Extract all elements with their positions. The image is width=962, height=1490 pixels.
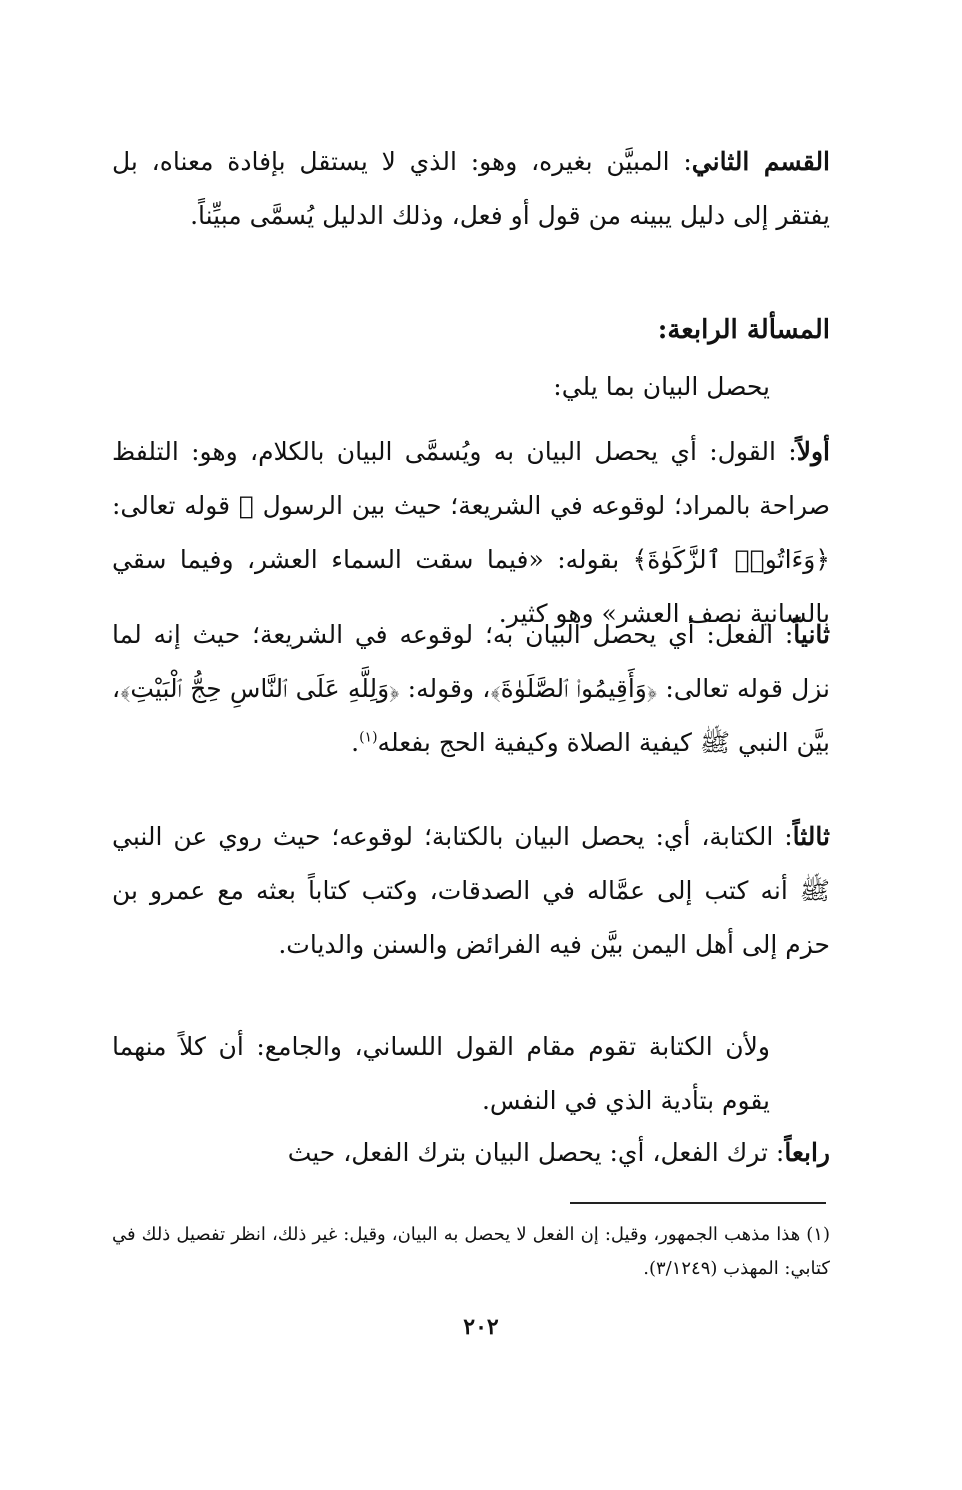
first-text: : القول: أي يحصل البيان به ويُسمَّى البيان بالكلام، وهو: التلفظ صراحة بالمراد؛ لوقوعه في الشريعة؛ حيث بين الرسول ﷺ قوله تعالى: ﴿وَءَاتُوا۟ ٱلزَّكَوٰةَ﴾ بقوله: «فيما سقت السماء العشر، وفيما سقي بالسانية نصف العشر» وهو كثير. bbox=[112, 437, 830, 628]
issue-four-heading bbox=[112, 303, 830, 357]
paragraph-third bbox=[112, 810, 830, 972]
footnote-separator bbox=[570, 1202, 826, 1204]
third-text: : الكتابة، أي: يحصل البيان بالكتابة؛ لوقوعه؛ حيث روي عن النبي ﷺ أنه كتب إلى عمَّاله في الصدقات، وكتب كتاباً بعثه مع عمرو بن حزم إلى أهل اليمن بيَّن فيه الفرائض والسنن والديات. bbox=[112, 822, 830, 959]
section-two-text: : المبيَّن بغيره، وهو: الذي لا يستقل بإفادة معناه، بل يفتقر إلى دليل يبينه من قول أو فعل، وذلك الدليل يُسمَّى مبيِّناً. bbox=[112, 147, 830, 230]
third-lead: ثالثاً bbox=[792, 822, 830, 851]
paragraph-second bbox=[112, 608, 830, 770]
section-two-lead: القسم الثاني bbox=[691, 147, 831, 176]
second-lead: ثانياً bbox=[793, 620, 830, 649]
second-text: : الفعل: أي يحصل البيان به؛ لوقوعه في الشريعة؛ حيث إنه لما نزل قوله تعالى: ﴿وَأَقِيمُوا۟ ٱلصَّلَوٰةَ﴾، وقوله: ﴿وَلِلَّهِ عَلَى ٱلنَّاسِ حِجُّ ٱلْبَيْتِ﴾، بيَّن النبي ﷺ كيفية الصلاة وكيفية الحج بفعله bbox=[112, 620, 830, 757]
second-end: . bbox=[351, 728, 360, 757]
issue-four-intro bbox=[112, 360, 830, 414]
paragraph-fourth bbox=[112, 1126, 830, 1180]
fourth-lead: رابعاً bbox=[784, 1138, 830, 1167]
issue-four-title: المسألة الرابعة: bbox=[657, 315, 830, 345]
page-number: ٢٠٢ bbox=[463, 1314, 499, 1340]
writing-reason-text: ولأن الكتابة تقوم مقام القول اللساني، والجامع: أن كلاً منهما يقوم بتأدية الذي في النفس. bbox=[112, 1032, 770, 1115]
fourth-text: : ترك الفعل، أي: يحصل البيان بترك الفعل، حيث bbox=[287, 1138, 785, 1167]
footnote-text: (١) هذا مذهب الجمهور، وقيل: إن الفعل لا يحصل به البيان، وقيل: غير ذلك، انظر تفصيل ذلك في كتابي: المهذب (٣/١٢٤٩). bbox=[112, 1224, 830, 1279]
first-lead: أولاً bbox=[796, 437, 830, 466]
footnote-reference: (١) bbox=[359, 729, 378, 746]
intro-text: يحصل البيان بما يلي: bbox=[553, 372, 770, 401]
paragraph-writing-reason bbox=[112, 1020, 830, 1128]
paragraph-section-two bbox=[112, 135, 830, 243]
footnote bbox=[112, 1218, 830, 1286]
